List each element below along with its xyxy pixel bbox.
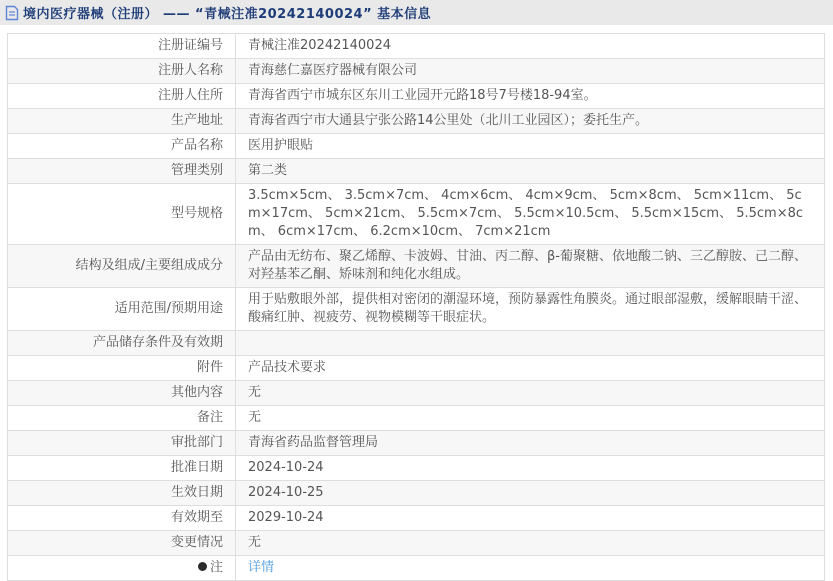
table-row [8,406,825,431]
row-value: 青海省药品监督管理局 [236,431,825,456]
row-value [236,331,825,356]
note-dot-icon [198,562,207,571]
table-row [8,531,825,556]
row-value: 青械注准20242140024 [236,34,825,59]
row-value: 用于贴敷眼外部，提供相对密闭的潮湿环境，预防暴露性角膜炎。通过眼部湿敷，缓解眼睛干涩、酸痛红肿、视疲劳、视物模糊等干眼症状。 [236,288,825,331]
row-label: 备注 [8,406,236,431]
info-table-body [8,34,825,581]
row-value: 2024-10-24 [236,456,825,481]
table-row [8,288,825,331]
row-value: 第二类 [236,159,825,184]
row-label: 注册人住所 [8,84,236,109]
detail-link[interactable]: 详情 [248,560,275,575]
table-row [8,556,825,581]
table-row [8,84,825,109]
table-row [8,431,825,456]
row-value: 青海省西宁市城东区东川工业园开元路18号7号楼18-94室。 [236,84,825,109]
row-label: 适用范围/预期用途 [8,288,236,331]
document-icon [5,5,19,21]
row-label: 产品名称 [8,134,236,159]
table-row [8,381,825,406]
row-value: 3.5cm×5cm、 3.5cm×7cm、 4cm×6cm、 4cm×9cm、 5cm×8cm、 5cm×11cm、 5cm×17cm、 5cm×21cm、 5.5cm×7cm、 5.5cm×10.5cm、 5.5cm×15cm、 5.5cm×8cm、 6cm×17cm、 6.2cm×10cm、 7cm×21cm [236,184,825,245]
page-title: 境内医疗器械（注册） —— “青械注准20242140024” 基本信息 [23,7,432,22]
table-row [8,34,825,59]
row-value: 青海慈仁嘉医疗器械有限公司 [236,59,825,84]
row-value: 2029-10-24 [236,506,825,531]
table-row [8,356,825,381]
row-label: 注册证编号 [8,34,236,59]
row-value: 无 [236,406,825,431]
row-value: 无 [236,381,825,406]
table-row [8,506,825,531]
row-value: 青海省西宁市大通县宁张公路14公里处（北川工业园区）；委托生产。 [236,109,825,134]
row-label: 审批部门 [8,431,236,456]
table-row [8,331,825,356]
table-row [8,159,825,184]
table-row [8,134,825,159]
row-value [236,556,825,581]
row-label: 附件 [8,356,236,381]
row-label: 生产地址 [8,109,236,134]
table-row [8,59,825,84]
table-row [8,481,825,506]
row-label: 管理类别 [8,159,236,184]
row-label: 产品储存条件及有效期 [8,331,236,356]
row-label: 注册人名称 [8,59,236,84]
row-label: 型号规格 [8,184,236,245]
row-label: 变更情况 [8,531,236,556]
table-row [8,245,825,288]
table-row [8,109,825,134]
row-value: 2024-10-25 [236,481,825,506]
table-row [8,456,825,481]
row-value: 产品由无纺布、聚乙烯醇、卡波姆、甘油、丙二醇、β-葡聚糖、依地酸二钠、三乙醇胺、己二醇、对羟基苯乙酮、矫味剂和纯化水组成。 [236,245,825,288]
row-label: 有效期至 [8,506,236,531]
row-value: 无 [236,531,825,556]
row-label: 其他内容 [8,381,236,406]
row-label: 注 [8,556,236,581]
table-row [8,184,825,245]
row-value: 产品技术要求 [236,356,825,381]
page-header [0,0,833,25]
row-label: 生效日期 [8,481,236,506]
row-value: 医用护眼贴 [236,134,825,159]
row-label: 批准日期 [8,456,236,481]
registration-info-table [7,33,826,581]
row-label: 结构及组成/主要组成成分 [8,245,236,288]
